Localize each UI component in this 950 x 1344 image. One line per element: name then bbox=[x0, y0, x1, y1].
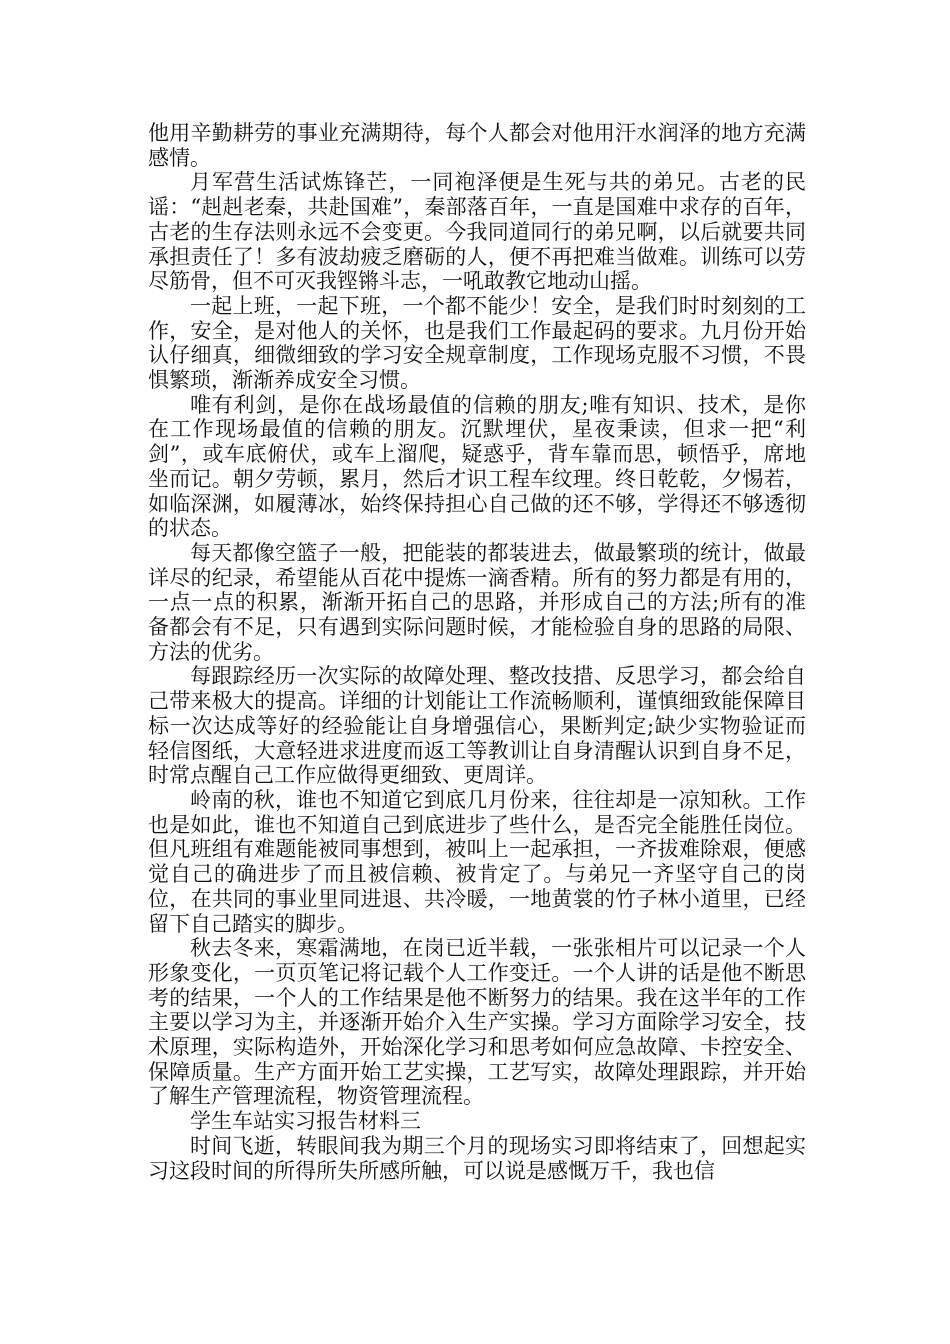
paragraph-half-year: 秋去冬来，寒霜满地，在岗已近半载，一张张相片可以记录一个人形象变化，一页页笔记将记载个人工作变迁。一个人讲的话是他不断思考的结果，一个人的工作结果是他不断努力的结果。我在这半年的工作主要以学习为主，并逐渐开始介入生产实操。学习方面除学习安全，技术原理，实际构造外，开始深化学习和思考如何应急故障、卡控安全、保障质量。生产方面开始工艺实操，工艺写实，故障处理跟踪，并开始了解生产管理流程，物资管理流程。 bbox=[148, 936, 806, 1109]
paragraph-fault-handling: 每跟踪经历一次实际的故障处理、整改技措、反思学习，都会给自己带来极大的提高。详细的计划能让工作流畅顺利，谨慎细致能保障目标一次达成等好的经验能让自身增强信心，果断判定;缺少实物验证而轻信图纸，大意轻进求进度而返工等教训让自身清醒认识到自身不足，时常点醒自己工作应做得更细致、更周详。 bbox=[148, 664, 806, 788]
paragraph-safety: 一起上班，一起下班，一个都不能少！安全，是我们时时刻刻的工作，安全，是对他人的关怀，也是我们工作最起码的要求。九月份开始认仔细真，细微细致的学习安全规章制度，工作现场克服不习惯，不畏惧繁琐，渐渐养成安全习惯。 bbox=[148, 293, 806, 393]
paragraph-closing: 时间飞逝，转眼间我为期三个月的现场实习即将结束了，回想起实习这段时间的所得所失所感所触，可以说是感慨万千，我也信 bbox=[148, 1133, 806, 1183]
paragraph-knowledge: 唯有利剑，是你在战场最值的信赖的朋友;唯有知识、技术，是你在工作现场最值的信赖的朋友。沉默埋伏，星夜秉读，但求一把“利剑”，或车底俯伏，或车上溜爬，疑惑乎，背车靠而思，顿悟乎，席地坐而记。朝夕劳顿，累月，然后才识工程车纹理。终日乾乾，夕惕若，如临深渊，如履薄冰，始终保持担心自己做的还不够，学得还不够透彻的状态。 bbox=[148, 392, 806, 541]
paragraph-army-life: 月军营生活试炼锋芒，一同袍泽便是生死与共的弟兄。古老的民谣：“赳赳老秦，共赴国难”，秦部落百年，一直是国难中求存的百年，古老的生存法则永远不会变更。今我同道同行的弟兄啊，以后就要共同承担责任了！多有波劫疲乏磨砺的人，便不再把难当做难。训练可以劳尽筋骨，但不可灭我铿锵斗志，一吼敢教它地动山摇。 bbox=[148, 170, 806, 294]
paragraph-accumulation: 每天都像空篮子一般，把能装的都装进去，做最繁琐的统计，做最详尽的纪录，希望能从百花中提炼一滴香精。所有的努力都是有用的，一点一点的积累，渐渐开拓自己的思路，并形成自己的方法;所有的准备都会有不足，只有遇到实际问题时候，才能检验自身的思路的局限、方法的优劣。 bbox=[148, 540, 806, 664]
paragraph-autumn: 岭南的秋，谁也不知道它到底几月份来，往往却是一凉知秋。工作也是如此，谁也不知道自己到底进步了些什么，是否完全能胜任岗位。但凡班组有难题能被同事想到，被叫上一起承担，一齐拔难除艰，便感觉自己的确进步了而且被信赖、被肯定了。与弟兄一齐坚守自己的岗位，在共同的事业里同进退、共冷暖，一地黄裳的竹子林小道里，已经留下自己踏实的脚步。 bbox=[148, 787, 806, 936]
paragraph-continuation: 他用辛勤耕劳的事业充满期待，每个人都会对他用汗水润泽的地方充满感情。 bbox=[148, 121, 806, 170]
section-heading: 学生车站实习报告材料三 bbox=[190, 1109, 421, 1134]
document-page bbox=[148, 121, 806, 1183]
